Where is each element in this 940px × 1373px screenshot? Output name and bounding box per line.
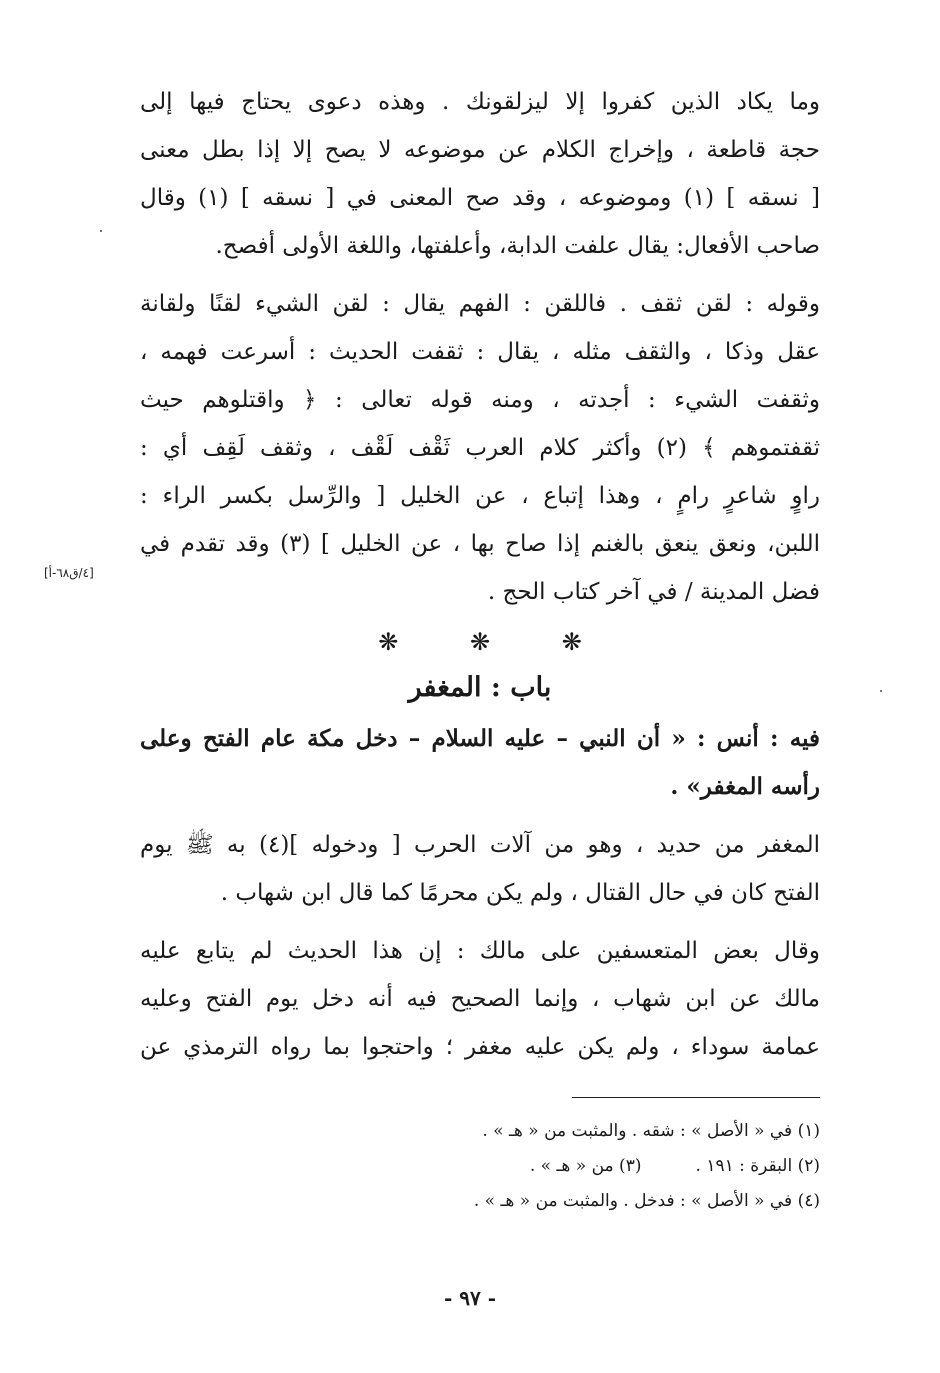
chapter-heading: باب : المغفر (408, 672, 552, 703)
footnote: (٢) البقرة : ١٩١ . (٣) من « هـ » . (529, 1156, 820, 1176)
text-line: فضل المدينة / في آخر كتاب الحج . (487, 579, 820, 605)
text-line: وقوله : لقن ثقف . فاللقن : الفهم يقال : لقن الشيء لقنًا ولقانة (140, 291, 820, 317)
paragraph-4 (140, 927, 820, 1071)
text-line: ثقفتموهم ﴾ (٢) وأكثر كلام العرب ثَقْف لَقْف ، وثقف لَقِف أي : (140, 435, 820, 461)
paragraph-3 (140, 821, 820, 917)
manuscript-folio-note: [٤/ق٦٨-أ] (44, 566, 94, 580)
text-line: عقل وذكا ، والثقف مثله ، يقال : ثقفت الحديث : أسرعت فهمه ، (140, 339, 820, 365)
text-line: المغفر من حديد ، وهو من آلات الحرب [ ودخوله ](٤) به ﷺ يوم (140, 832, 820, 858)
page-body (140, 78, 820, 1081)
footnote: (٤) في « الأصل » : فدخل . والمثبت من « هـ » . (473, 1191, 820, 1211)
star-ornament: ❋ (469, 628, 491, 656)
paragraph-2 (140, 280, 820, 616)
speck (100, 230, 102, 232)
speck (880, 690, 882, 692)
text-line: عمامة سوداء ، ولم يكن عليه مغفر ؛ واحتجوا بما رواه الترمذي عن (140, 1034, 820, 1060)
text-line: وما يكاد الذين كفروا إلا ليزلقونك . وهذه دعوى يحتاج فيها إلى (140, 89, 820, 115)
text-line: فيه : أنس : « أن النبي – عليه السلام – دخل مكة عام الفتح وعلى (140, 725, 820, 752)
text-line: [ نسقه ] (١) وموضوعه ، وقد صح المعنى في [ نسقه ] (١) وقال (140, 185, 820, 211)
hadith-paragraph (140, 715, 820, 811)
footnote: (١) في « الأصل » : شقه . والمثبت من « هـ » . (482, 1121, 820, 1141)
text-line: رأسه المغفر» . (670, 773, 820, 800)
footnote-divider (572, 1097, 820, 1098)
text-line: الفتح كان في حال القتال ، ولم يكن محرمًا كما قال ابن شهاب . (220, 880, 820, 906)
text-line: صاحب الأفعال: يقال علفت الدابة، وأعلفتها، واللغة الأولى أفصح. (215, 233, 820, 259)
star-ornament: ❋ (378, 628, 399, 656)
text-line: وثقفت الشيء : أجدته ، ومنه قوله تعالى : ﴿ واقتلوهم حيث (140, 387, 820, 413)
text-line: راوٍ شاعرٍ رامٍ ، وهذا إتباع ، عن الخليل [ والرِّسل بكسر الراء : (140, 483, 820, 509)
section-separator (140, 628, 820, 656)
text-line: مالك عن ابن شهاب ، وإنما الصحيح فيه أنه دخل يوم الفتح وعليه (140, 986, 820, 1012)
footnotes (140, 1114, 820, 1219)
text-line: حجة قاطعة ، وإخراج الكلام عن موضوعه لا يصح إلا إذا بطل معنى (140, 137, 820, 163)
star-ornament: ❋ (561, 628, 582, 656)
paragraph-1 (140, 78, 820, 270)
text-line: وقال بعض المتعسفين على مالك : إن هذا الحديث لم يتابع عليه (140, 938, 820, 964)
page-number: - ٩٧ - (443, 1286, 496, 1310)
text-line: اللبن، ونعق ينعق بالغنم إذا صاح بها ، عن الخليل ] (٣) وقد تقدم في (140, 531, 820, 557)
